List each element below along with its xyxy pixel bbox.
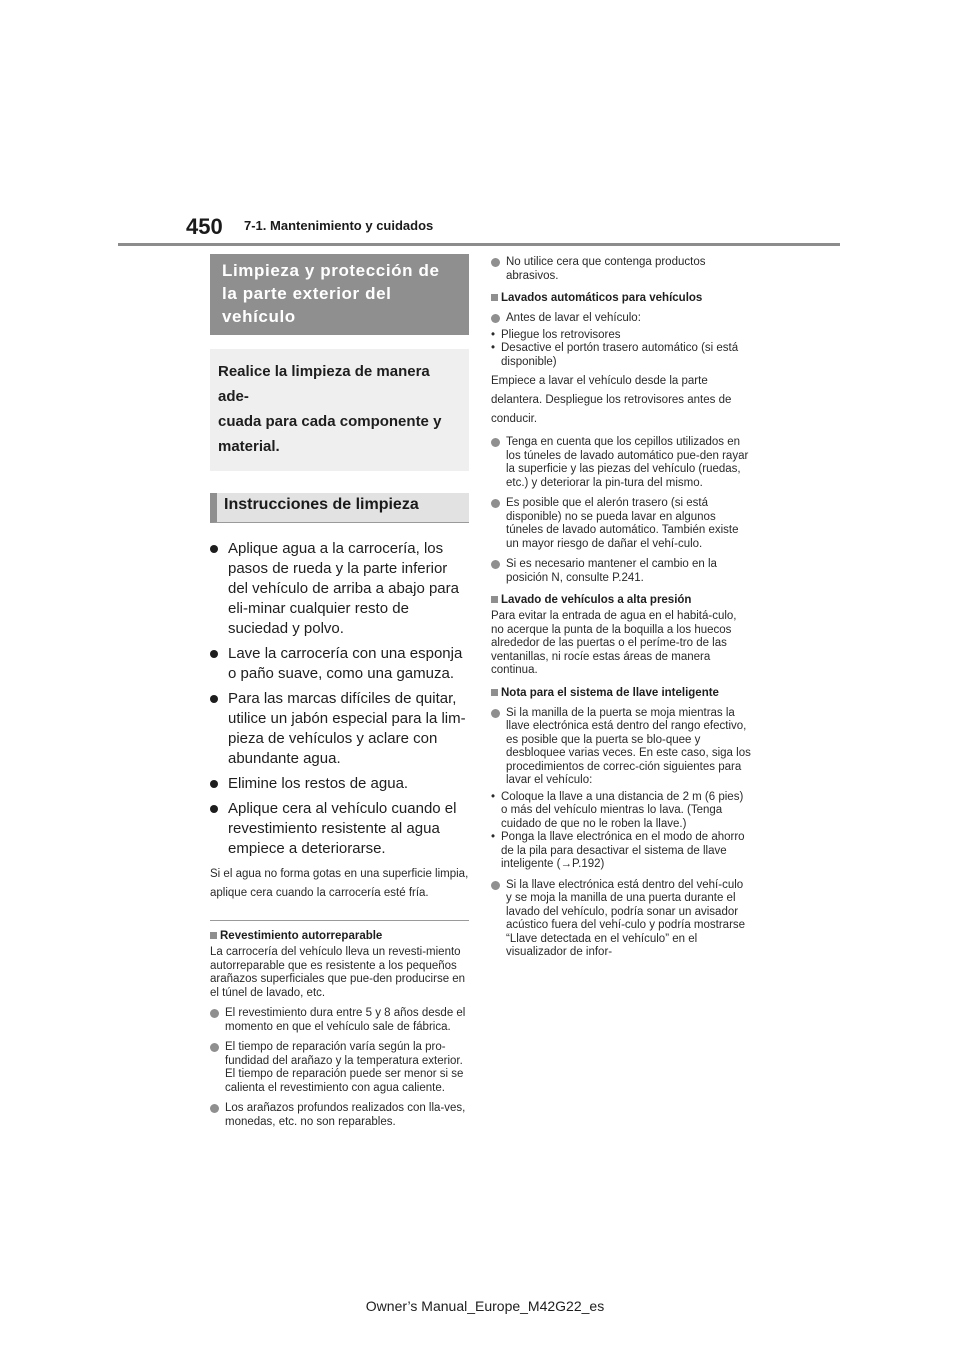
bullet-icon [210, 805, 218, 813]
bullet-icon [210, 650, 218, 658]
bullet-icon [210, 780, 218, 788]
square-bullet-icon [491, 596, 498, 603]
sub-item: • Ponga la llave electrónica en el modo de ahorro de la pila para desactivar el sistema de llave inteligente (→P.192) [491, 831, 751, 872]
left-column [210, 254, 469, 1129]
list-item: Tenga en cuenta que los cepillos utilizados en los túneles de lavado automático pue-den rayar la superficie y las piezas del vehículo (ruedas, etc.) y deteriorar la pin-tura del mismo. [491, 436, 751, 490]
cleaning-instructions-heading: Instrucciones de limpieza [210, 493, 469, 523]
sub-item: • Pliegue los retrovisores [491, 329, 751, 343]
bullet-icon [210, 695, 218, 703]
circle-bullet-icon [491, 258, 500, 267]
self-repair-text: La carrocería del vehículo lleva un revesti-miento autorreparable que es resistente a los pequeños arañazos superficiales que pue-den producirse en el túnel de lavado, etc. [210, 946, 466, 999]
intro-line: cuada para cada componente y [218, 413, 442, 430]
list-item: Si es necesario mantener el cambio en la posición N, consulte P.241. [491, 558, 751, 585]
circle-bullet-icon [491, 499, 500, 508]
circle-bullet-icon [210, 1104, 219, 1113]
right-column [491, 254, 751, 960]
sub-item: • Desactive el portón trasero automático (si está disponible) [491, 342, 751, 369]
circle-bullet-icon [491, 881, 500, 890]
self-repair-heading: Revestimiento autorreparable [210, 929, 469, 943]
header-rule [118, 243, 840, 246]
section-divider [210, 920, 469, 921]
intro-box [210, 349, 469, 471]
page-footer: Owner’s Manual_Europe_M42G22_es [365, 1298, 605, 1314]
high-pressure-heading: Lavado de vehículos a alta presión [491, 593, 751, 607]
page-number: 450 [186, 214, 223, 239]
circle-bullet-icon [491, 560, 500, 569]
list-item: El revestimiento dura entre 5 y 8 años desde el momento en que el vehículo sale de fábrica. [210, 1007, 469, 1034]
square-bullet-icon [491, 294, 498, 301]
wax-note: Si el agua no forma gotas en una superficie limpia, aplique cera cuando la carrocería esté fría. [210, 868, 469, 899]
list-item: Los arañazos profundos realizados con lla-ves, monedas, etc. no son reparables. [210, 1102, 469, 1129]
circle-bullet-icon [491, 438, 500, 447]
list-item: Si la llave electrónica está dentro del vehí-culo y se moja la manilla de una puerta durante el lavado del vehículo, podría sonar un avisador acústico fuera del vehí-culo y podría mostrarse “Llave detectada en el vehículo” en el visualizador de infor- [491, 879, 751, 960]
list-item: Antes de lavar el vehículo: [491, 312, 751, 326]
circle-bullet-icon [491, 709, 500, 718]
list-item: No utilice cera que contenga productos abrasivos. [491, 256, 751, 283]
list-item: Elimine los restos de agua. [210, 774, 469, 794]
bullet-icon [210, 545, 218, 553]
list-item: Es posible que el alerón trasero (si está disponible) no se pueda lavar en algunos túneles de lavado automático. También existe un mayor riesgo de dañar el vehí-culo. [491, 497, 751, 551]
section-title: Limpieza y protección de la parte exterior del vehículo [210, 254, 469, 335]
high-pressure-text: Para evitar la entrada de agua en el habitá-culo, no acerque la punta de la boquilla a los huecos alrededor de las puertas o el períme-tro de las ventanillas, ni rocíe estas áreas de manera continua. [491, 610, 737, 676]
square-bullet-icon [491, 689, 498, 696]
list-item: Para las marcas difíciles de quitar, utilice un jabón especial para la lim-pieza de vehículos y aclare con abundante agua. [210, 689, 469, 769]
circle-bullet-icon [491, 314, 500, 323]
list-item: Lave la carrocería con una esponja o paño suave, como una gamuza. [210, 644, 469, 684]
sub-item: • Coloque la llave a una distancia de 2 m (6 pies) o más del vehículo mientras lo lava. (Tenga cuidado de que no le roben la llave.) [491, 791, 751, 832]
intro-line: Realice la limpieza de manera ade- [218, 363, 430, 405]
list-item: Si la manilla de la puerta se moja mientras la llave electrónica está dentro del rango efectivo, es posible que la puerta se blo-quee y desbloquee varias veces. En este caso, siga los procedimientos de correc-ción siguientes para lavar el vehículo: [491, 707, 751, 788]
circle-bullet-icon [210, 1043, 219, 1052]
intro-line: material. [218, 438, 280, 455]
smart-key-heading: Nota para el sistema de llave inteligente [491, 686, 751, 700]
list-item: Aplique agua a la carrocería, los pasos de rueda y la parte inferior del vehículo de arriba a abajo para eli-minar cualquier resto de suciedad y polvo. [210, 539, 469, 639]
section-header: 7-1. Mantenimiento y cuidados [244, 218, 434, 233]
auto-wash-heading: Lavados automáticos para vehículos [491, 291, 751, 305]
square-bullet-icon [210, 932, 217, 939]
circle-bullet-icon [210, 1009, 219, 1018]
auto-wash-paragraph: Empiece a lavar el vehículo desde la parte delantera. Despliegue los retrovisores antes de conducir. [491, 375, 732, 425]
list-item: El tiempo de reparación varía según la pro-fundidad del arañazo y la temperatura exterior. El tiempo de reparación puede ser menor si se calienta el revestimiento con agua caliente. [210, 1041, 469, 1095]
list-item: Aplique cera al vehículo cuando el revestimiento resistente al agua empiece a deteriorarse. [210, 799, 469, 859]
cleaning-steps-list [210, 539, 469, 859]
